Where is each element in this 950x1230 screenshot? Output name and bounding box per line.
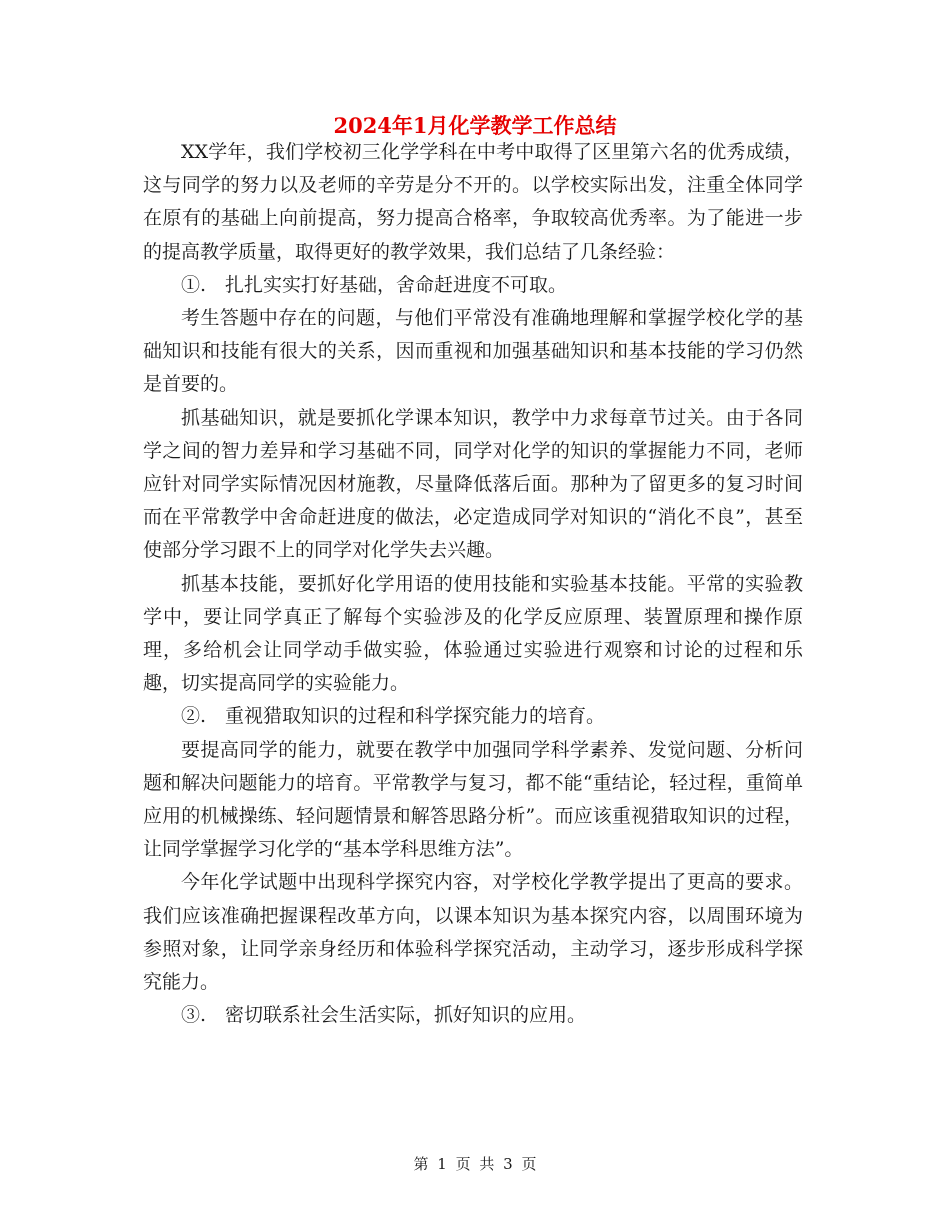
document-body [143, 136, 803, 1032]
section-heading-1: ①. 扎扎实实打好基础，舍命赶进度不可取。 [181, 273, 568, 296]
paragraph: 抓基础知识，就是要抓化学课本知识，教学中力求每章节过关。由于各同学之间的智力差异和学习基础不同，同学对化学的知识的掌握能力不同，老师应针对同学实际情况因材施教，尽量降低落后面。那种为了留更多的复习时间而在平常教学中舍命赶进度的做法，必定造成同学对知识的“消化不良”，甚至使部分学习跟不上的同学对化学失去兴趣。 [143, 406, 803, 562]
paragraph-intro: XX学年，我们学校初三化学学科在中考中取得了区里第六名的优秀成绩，这与同学的努力以及老师的辛劳是分不开的。以学校实际出发，注重全体同学在原有的基础上向前提高，努力提高合格率，争取较高优秀率。为了能进一步的提高教学质量，取得更好的教学效果，我们总结了几条经验： [143, 141, 803, 263]
section-heading-3: ③. 密切联系社会生活实际，抓好知识的应用。 [181, 1004, 587, 1027]
paragraph: 抓基本技能，要抓好化学用语的使用技能和实验基本技能。平常的实验教学中，要让同学真正了解每个实验涉及的化学反应原理、装置原理和操作原理，多给机会让同学动手做实验，体验通过实验进行观察和讨论的过程和乐趣，切实提高同学的实验能力。 [143, 572, 803, 695]
paragraph: 今年化学试题中出现科学探究内容，对学校化学教学提出了更高的要求。我们应该准确把握课程改革方向，以课本知识为基本探究内容，以周围环境为参照对象，让同学亲身经历和体验科学探究活动，主动学习，逐步形成科学探究能力。 [143, 871, 803, 994]
page-number-footer: 第 1 页 共 3 页 [413, 1155, 537, 1173]
section-heading-2: ②. 重视猎取知识的过程和科学探究能力的培育。 [181, 705, 606, 728]
paragraph: 要提高同学的能力，就要在教学中加强同学科学素养、发觉问题、分析问题和解决问题能力的培育。平常教学与复习，都不能“重结论，轻过程，重简单应用的机械操练、轻问题情景和解答思路分析”。而应该重视猎取知识的过程，让同学掌握学习化学的“基本学科思维方法”。 [143, 738, 803, 861]
document-title: 2024年1月化学教学工作总结 [333, 113, 617, 138]
paragraph: 考生答题中存在的问题，与他们平常没有准确地理解和掌握学校化学的基础知识和技能有很大的关系，因而重视和加强基础知识和基本技能的学习仍然是首要的。 [143, 307, 803, 396]
